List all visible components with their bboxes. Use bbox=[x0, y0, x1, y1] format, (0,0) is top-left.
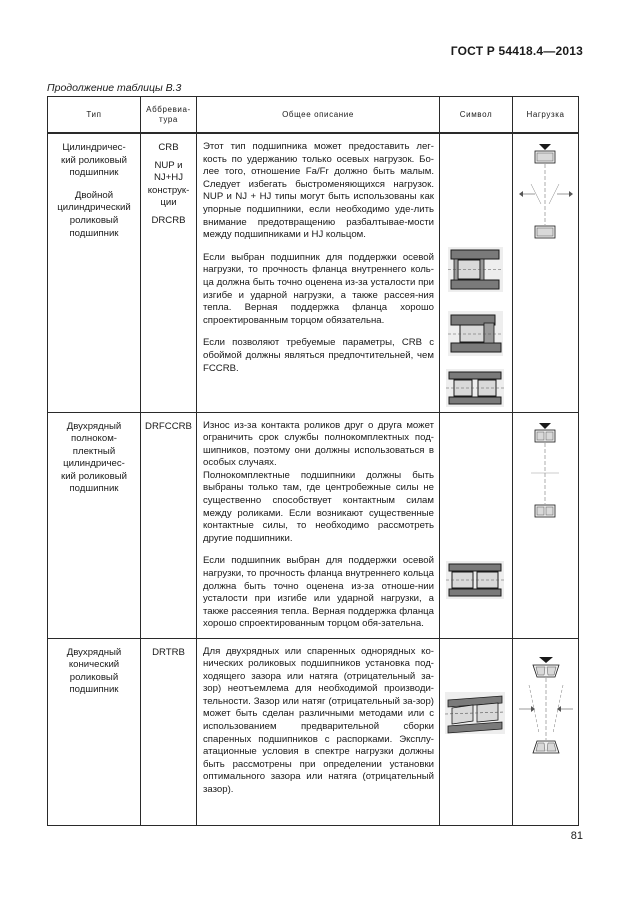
table-caption: Продолжение таблицы В.3 bbox=[47, 82, 182, 94]
bearing-table bbox=[47, 96, 579, 826]
page-number: 81 bbox=[570, 830, 583, 842]
table-row-crb bbox=[48, 133, 579, 412]
symbol-cell bbox=[440, 638, 513, 825]
standard-code: ГОСТ Р 54418.4—2013 bbox=[450, 44, 583, 58]
description-paragraph: Для двухрядных или спаренных однорядных ко-нических роликовых подшипников установка под-ходящего зазора или натяга (отрицательный за-зор) неотъемлема для необходимой производи-тельности. Зазор или натяг (отрицательный за-зор) может быть сделан различными методами или с использованием предварительной сборки спаренных подшипников с распорками. Эксплу-атационные условия в спектре нагрузки должны быть рассмотрены при определении установки оптимального зазора или натяга (отрицательный зазор). bbox=[203, 645, 434, 796]
table-row-drtrb bbox=[48, 638, 579, 825]
description-cell bbox=[197, 412, 440, 638]
description-paragraph: Если подшипник выбран для поддержки осевой нагрузки, то прочность фланца внутреннего кольца должна быть точно оценена из-за отноше-нии усталости при изгибе или ударной нагрузки, а также рассеяния тепла. Верная поддержка фланца хорошо спроектированным торцом обя-зательна. bbox=[203, 555, 434, 630]
header-load: Нагрузка bbox=[513, 97, 579, 134]
type-cell: Двухрядный полноком- плектный цилиндричес- кий роликовый подшипник bbox=[48, 412, 141, 638]
type-cell: Двухрядный конический роликовый подшипник bbox=[48, 638, 141, 825]
drfccrb-load-diagram bbox=[517, 421, 573, 526]
description-cell bbox=[197, 638, 440, 825]
crb-nj-symbol-figure bbox=[448, 311, 503, 356]
symbol-cell bbox=[440, 133, 513, 412]
description-paragraph: Если выбран подшипник для поддержки осевой нагрузки, то прочность фланца внутреннего коль-ца должна быть точно оценена из-за усталости при изгибе и ударной нагрузки, а также рассея-ния тепла. Верная поддержка фланца хорошо спроектированным торцом обязательна. bbox=[203, 251, 434, 326]
description-paragraph: Износ из-за контакта роликов друг о друга может ограничить срок службы полнокомплектных под-шипников, поэтому они должны использоваться в особых случаях. bbox=[203, 419, 434, 469]
load-cell bbox=[513, 412, 579, 638]
description-paragraph: Полнокомплектные подшипники должны быть выбраны только там, где центробежные силы не существенно способствует контактным силам между роликами. Если возникают существенные контактные силы, то необходимо рассмотреть другие подшипники. bbox=[203, 469, 434, 544]
load-cell bbox=[513, 638, 579, 825]
drfccrb-symbol-figure bbox=[446, 561, 504, 599]
header-symbol: Символ bbox=[440, 97, 513, 134]
symbol-cell bbox=[440, 412, 513, 638]
load-cell bbox=[513, 133, 579, 412]
header-type: Тип bbox=[48, 97, 141, 134]
crb-load-diagram bbox=[517, 142, 573, 247]
description-paragraph: Если позволяют требуемые параметры, CRB с обоймой должны являться предпочтительней, чем FCCRB. bbox=[203, 337, 434, 374]
table-header-row bbox=[48, 97, 579, 134]
drtrb-symbol-figure bbox=[445, 692, 505, 734]
description-cell bbox=[197, 133, 440, 412]
abbreviation-cell: CRB NUP и NJ+HJ конструк- ции DRCRB bbox=[141, 133, 197, 412]
header-description: Общее описание bbox=[197, 97, 440, 134]
crb-symbol-figure bbox=[448, 247, 503, 292]
drcrb-symbol-figure bbox=[446, 369, 504, 407]
header-abbreviation: Аббревиа- тура bbox=[141, 97, 197, 134]
description-paragraph: Этот тип подшипника может предоставить лег-кость по удержанию только осевых нагрузок. Бо-лее того, отношение Fa/Fr должно быть малым. Следует избегать быстроменяющихся нагрузок. NUP и NJ + HJ типы могут быть использованы как упорные подшипники, если необходимо уде-лить внимание предотвращению разбалтывае-мости между подшипниками и HJ кольцом. bbox=[203, 141, 434, 241]
type-cell: Цилиндричес- кий роликовый подшипник Двойной цилиндрический роликовый подшипник bbox=[48, 133, 141, 412]
abbreviation-cell: DRTRB bbox=[141, 638, 197, 825]
drtrb-load-diagram bbox=[517, 655, 575, 763]
table-row-drfccrb bbox=[48, 412, 579, 638]
abbreviation-cell: DRFCCRB bbox=[141, 412, 197, 638]
